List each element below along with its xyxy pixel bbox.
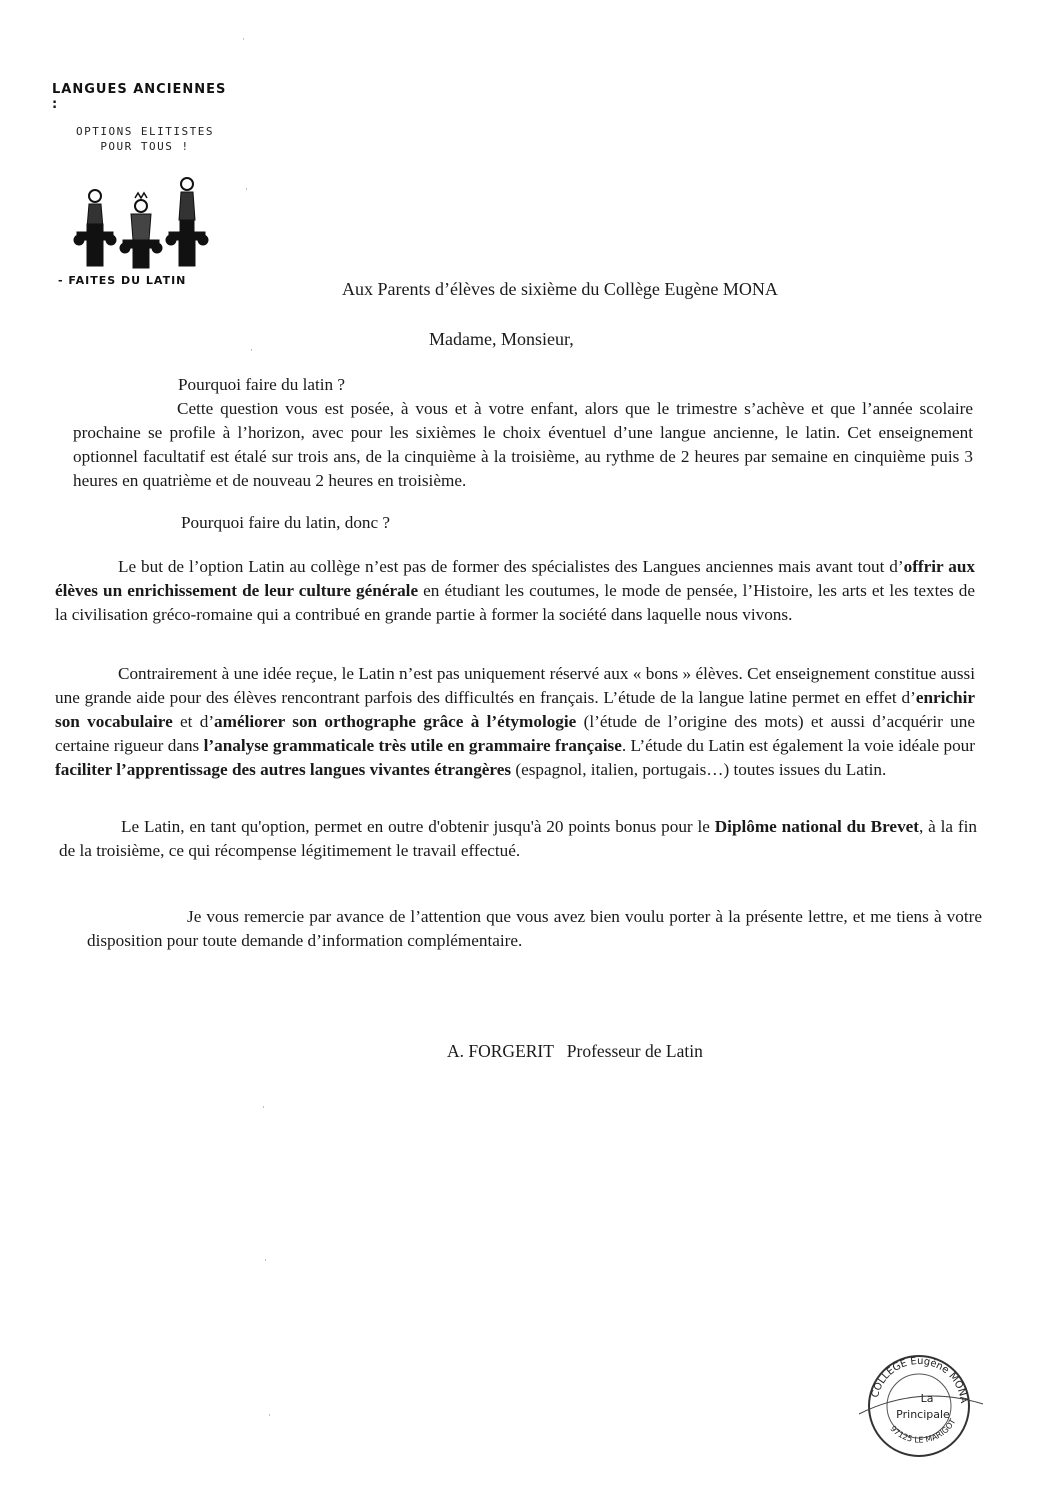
emphasis-culture: offrir aux élèves un enrichissement de leur culture générale	[55, 557, 975, 600]
statues-on-columns-illustration	[65, 160, 215, 270]
signature-line: A. FORGERIT Professeur de Latin	[447, 1041, 703, 1061]
scan-speck: ·	[242, 34, 245, 44]
emphasis-brevet: Diplôme national du Brevet	[714, 817, 920, 836]
scan-speck: ·	[264, 1255, 267, 1265]
salutation: Madame, Monsieur,	[429, 329, 574, 349]
paragraph-closing: Je vous remercie par avance de l’attention que vous avez bien voulu porter à la présente lettre, et me tiens à votre disposition pour toute demande d’information complémentaire.	[87, 907, 982, 950]
emphasis-vocabulary: enrichir son vocabulaire	[55, 688, 975, 731]
scan-speck: ·	[250, 345, 253, 355]
paragraph-brevet: Le Latin, en tant qu'option, permet en outre d'obtenir jusqu'à 20 points bonus pour le Diplôme national du Brevet, à la fin de la troisième, ce qui récompense légitimement le travail effectué.	[59, 817, 977, 860]
latin-logo	[50, 82, 230, 287]
scan-speck: ·	[268, 1410, 271, 1420]
scan-speck: ·	[245, 184, 248, 194]
emphasis-grammar: l’analyse grammaticale très utile en grammaire française	[203, 736, 622, 755]
logo-title: LANGUES ANCIENNES :	[52, 82, 227, 112]
paragraph-intro: Cette question vous est posée, à vous et à votre enfant, alors que le trimestre s’achève et que l’année scolaire prochaine se profile à l’horizon, avec pour les sixièmes le choix éventuel d’une langue ancienne, le latin. Cet enseignement optionnel facultatif est étalé sur trois ans, de la cinquième à la troisième, au rythme de 2 heures par semaine en cinquième puis 3 heures en quatrième et de nouveau 2 heures en troisième.	[73, 399, 973, 490]
question-heading-2: Pourquoi faire du latin, donc ?	[181, 513, 391, 532]
emphasis-spelling: améliorer son orthographe grâce à l’étymologie	[214, 712, 577, 731]
logo-tagline: - FAITES DU LATIN	[58, 274, 187, 287]
svg-text:Principale: Principale	[896, 1408, 950, 1421]
logo-subtitle: OPTIONS ELITISTES POUR TOUS !	[75, 125, 215, 153]
svg-text:La: La	[920, 1392, 934, 1405]
question-heading-1: Pourquoi faire du latin ?	[178, 375, 346, 394]
svg-text:COLLEGE Eugène MONA: COLLEGE Eugène MONA	[869, 1355, 969, 1404]
addressee-line: Aux Parents d’élèves de sixième du Collège Eugène MONA	[342, 279, 778, 299]
svg-text:97125 LE MARIGOT: 97125 LE MARIGOT	[888, 1417, 958, 1445]
emphasis-languages: faciliter l’apprentissage des autres langues vivantes étrangères	[55, 760, 512, 779]
paragraph-benefits: Contrairement à une idée reçue, le Latin n’est pas uniquement réservé aux « bons » élèves. Cet enseignement constitue aussi une grande aide pour des élèves rencontrant parfois des difficultés en français. L’étude de la langue latine permet en effet d’enrichir son vocabulaire et d’améliorer son orthographe grâce à l’étymologie (l’étude de l’origine des mots) et aussi d’acquérir une certaine rigueur dans l’analyse grammaticale très utile en grammaire française. L’étude du Latin est également la voie idéale pour faciliter l’apprentissage des autres langues vivantes étrangères (espagnol, italien, portugais…) toutes issues du Latin.	[55, 664, 975, 779]
paragraph-purpose: Le but de l’option Latin au collège n’est pas de former des spécialistes des Langues anciennes mais avant tout d’offrir aux élèves un enrichissement de leur culture générale en étudiant les coutumes, le mode de pensée, l’Histoire, les arts et les textes de la civilisation gréco-romaine qui a contribué en grande partie à former la société dans laquelle nous vivons.	[55, 557, 975, 624]
college-stamp	[855, 1344, 985, 1464]
scan-speck: ·	[262, 1102, 265, 1112]
